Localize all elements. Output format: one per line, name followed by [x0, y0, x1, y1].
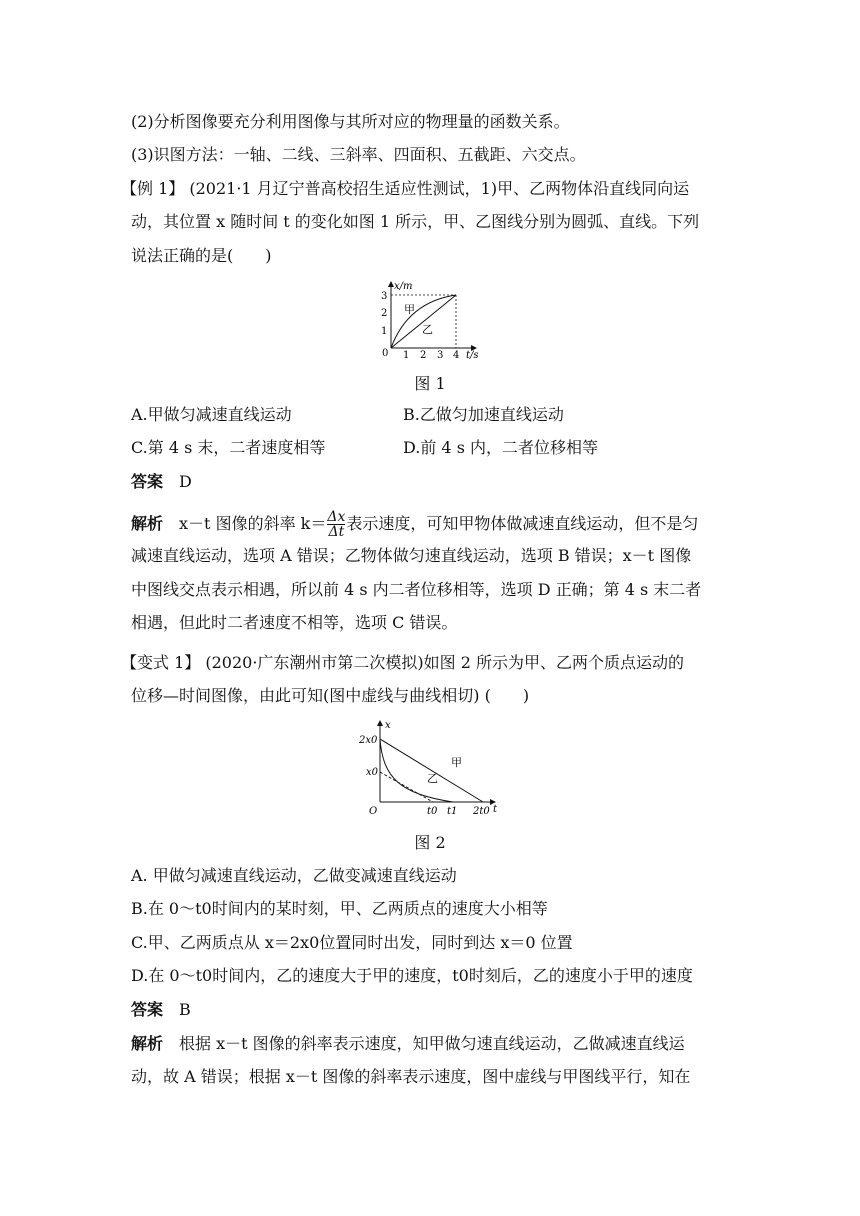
fig2-2t0: 2t0 [473, 806, 490, 817]
fig2-origin: O [369, 806, 378, 817]
fig1-xtick-1: 1 [403, 350, 410, 361]
figure-2-chart [355, 718, 505, 818]
fig1-ytick-2: 2 [381, 308, 388, 319]
fig1-label-yi: 乙 [422, 323, 433, 336]
ex1-analysis-line-4: 相遇，但此时二者速度不相等，选项 C 错误。 [131, 613, 458, 632]
fig2-ylabel: x [385, 720, 391, 731]
fig2-xlabel: t [493, 804, 498, 815]
ex1-option-d: D.前 4 s 内，二者位移相等 [403, 438, 598, 457]
variation-1-title: 【变式 1】 (2020·广东潮州市第二次模拟)如图 2 所示为甲、乙两个质点运动的 [121, 653, 684, 672]
ex1-option-b: B.乙做匀加速直线运动 [403, 405, 564, 424]
answer-label: 答案 [131, 1000, 164, 1019]
figure-2-caption: 图 2 [414, 833, 446, 852]
fig1-xtick-4: 4 [453, 350, 460, 361]
fig2-t0: t0 [427, 806, 438, 817]
text-line-2: (3)识图方法：一轴、二线、三斜率、四面积、五截距、六交点。 [131, 145, 586, 164]
fig2-y-x0: x0 [366, 767, 379, 778]
fig2-tangent-dashed [380, 772, 433, 802]
fig1-line-yi [391, 295, 456, 348]
text-line-5: 说法正确的是( ) [131, 246, 272, 265]
ex1-analysis-line-2: 减速直线运动，选项 A 错误；乙物体做匀速直线运动，选项 B 错误；x－t 图像 [131, 546, 692, 565]
fig1-ylabel: x/m [394, 281, 413, 292]
text-line-4: 动，其位置 x 随时间 t 的变化如图 1 所示，甲、乙图线分别为圆弧、直线。下列 [131, 212, 700, 231]
fig2-y-2x0: 2x0 [359, 735, 378, 746]
answer-value: B [179, 1000, 191, 1019]
fig1-xtick-2: 2 [420, 350, 427, 361]
fig1-xtick-3: 3 [437, 350, 444, 361]
var1-analysis-line-2: 动，故 A 错误；根据 x－t 图像的斜率表示速度，图中虚线与甲图线平行，知在 [131, 1067, 691, 1086]
var1-analysis-line-1: 解析 根据 x－t 图像的斜率表示速度，知甲做匀速直线运动，乙做减速直线运 [131, 1034, 685, 1053]
ex1-answer [131, 471, 192, 493]
ex1-analysis-line-3: 中图线交点表示相遇，所以前 4 s 内二者位移相等，选项 D 正确；第 4 s 末二者 [131, 580, 702, 599]
var1-answer [131, 999, 191, 1021]
answer-value: D [179, 472, 192, 491]
fig1-xlabel: t/s [466, 350, 479, 361]
fig2-t1: t1 [447, 806, 458, 817]
fig1-origin: 0 [382, 348, 389, 359]
var1-option-a: A. 甲做匀减速直线运动，乙做变减速直线运动 [131, 866, 457, 885]
figure-1-chart [370, 280, 490, 362]
ex1-option-c: C.第 4 s 末，二者速度相等 [131, 438, 326, 457]
fig2-label-yi: 乙 [427, 772, 438, 785]
analysis-label: 解析 [131, 514, 164, 533]
fig2-label-jia: 甲 [451, 756, 462, 769]
fig1-ytick-3: 3 [381, 291, 388, 302]
example-1-title: 【例 1】 (2021·1 月辽宁普高校招生适应性测试，1)甲、乙两物体沿直线同向运 [121, 179, 690, 198]
fig1-ytick-1: 1 [381, 326, 388, 337]
answer-label: 答案 [131, 472, 164, 491]
var1-option-c: C.甲、乙两质点从 x＝2x0位置同时出发，同时到达 x＝0 位置 [131, 933, 573, 952]
ex1-analysis-line-1: 解析 x－t 图像的斜率 k＝ $\frac{\Delta x}{\Delta t}$ 表示速度，可知甲物体做减速直线运动，但不是匀 [131, 509, 699, 540]
ex1-option-a: A.甲做匀减速直线运动 [131, 405, 292, 424]
analysis-label: 解析 [131, 1034, 164, 1053]
text-line-1: (2)分析图像要充分利用图像与其所对应的物理量的函数关系。 [131, 112, 570, 131]
variation-1-line-2: 位移—时间图像，由此可知(图中虚线与曲线相切) ( ) [131, 686, 530, 705]
var1-option-b: B.在 0～t0时间内的某时刻，甲、乙两质点的速度大小相等 [131, 899, 548, 918]
fig1-label-jia: 甲 [404, 303, 415, 316]
slope-fraction: $\frac{\Delta x}{\Delta t}$ [327, 509, 346, 540]
fig2-line-jia [380, 739, 483, 802]
figure-1-caption: 图 1 [414, 374, 446, 393]
var1-option-d: D.在 0～t0时间内，乙的速度大于甲的速度，t0时刻后，乙的速度小于甲的速度 [131, 966, 693, 985]
